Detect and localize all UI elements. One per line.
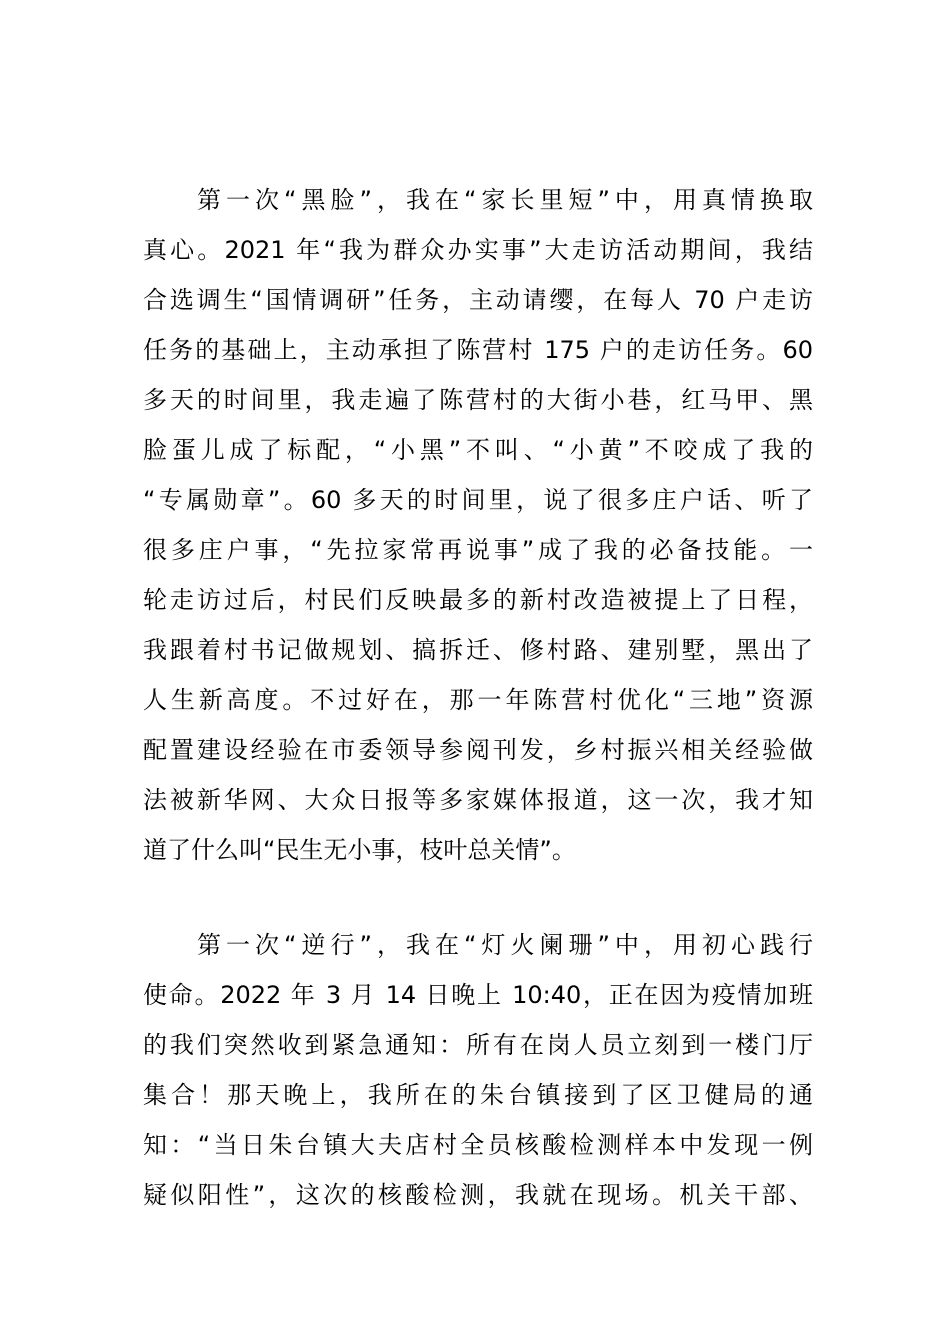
paragraph-line: 的我们突然收到紧急通知：所有在岗人员立刻到一楼门厅 (143, 1031, 813, 1059)
paragraph-line: 合选调生“国情调研”任务，主动请缨，在每人 70 户走访 (143, 286, 813, 314)
paragraph-line: 配置建设经验在市委领导参阅刊发，乡村振兴相关经验做 (143, 736, 813, 764)
paragraph-line: 使命。2022 年 3 月 14 日晚上 10:40，正在因为疫情加班 (143, 981, 813, 1009)
paragraph-line: 人生新高度。不过好在，那一年陈营村优化“三地”资源 (143, 686, 813, 714)
paragraph-line: 任务的基础上，主动承担了陈营村 175 户的走访任务。60 (143, 336, 813, 364)
paragraph-line: 很多庄户事，“先拉家常再说事”成了我的必备技能。一 (143, 536, 813, 564)
paragraph-line: 我跟着村书记做规划、搞拆迁、修村路、建别墅，黑出了 (143, 636, 813, 664)
paragraph-line: 疑似阳性”，这次的核酸检测，我就在现场。机关干部、 (143, 1181, 813, 1209)
paragraph-line: 第一次“逆行”，我在“灯火阑珊”中，用初心践行 (197, 931, 813, 959)
paragraph-line: 脸蛋儿成了标配，“小黑”不叫、“小黄”不咬成了我的 (143, 436, 813, 464)
paragraph-line: 集合！那天晚上，我所在的朱台镇接到了区卫健局的通 (143, 1081, 813, 1109)
paragraph-line: 第一次“黑脸”，我在“家长里短”中，用真情换取 (197, 186, 813, 214)
paragraph-line: “专属勋章”。60 多天的时间里，说了很多庄户话、听了 (143, 486, 813, 514)
paragraph-line: 真心。2021 年“我为群众办实事”大走访活动期间，我结 (143, 236, 813, 264)
paragraph-line: 多天的时间里，我走遍了陈营村的大街小巷，红马甲、黑 (143, 386, 813, 414)
paragraph-line: 轮走访过后，村民们反映最多的新村改造被提上了日程， (143, 586, 813, 614)
paragraph-line: 知：“当日朱台镇大夫店村全员核酸检测样本中发现一例 (143, 1131, 813, 1159)
paragraph-line: 道了什么叫“民生无小事，枝叶总关情”。 (143, 836, 576, 864)
paragraph-line: 法被新华网、大众日报等多家媒体报道，这一次，我才知 (143, 786, 813, 814)
